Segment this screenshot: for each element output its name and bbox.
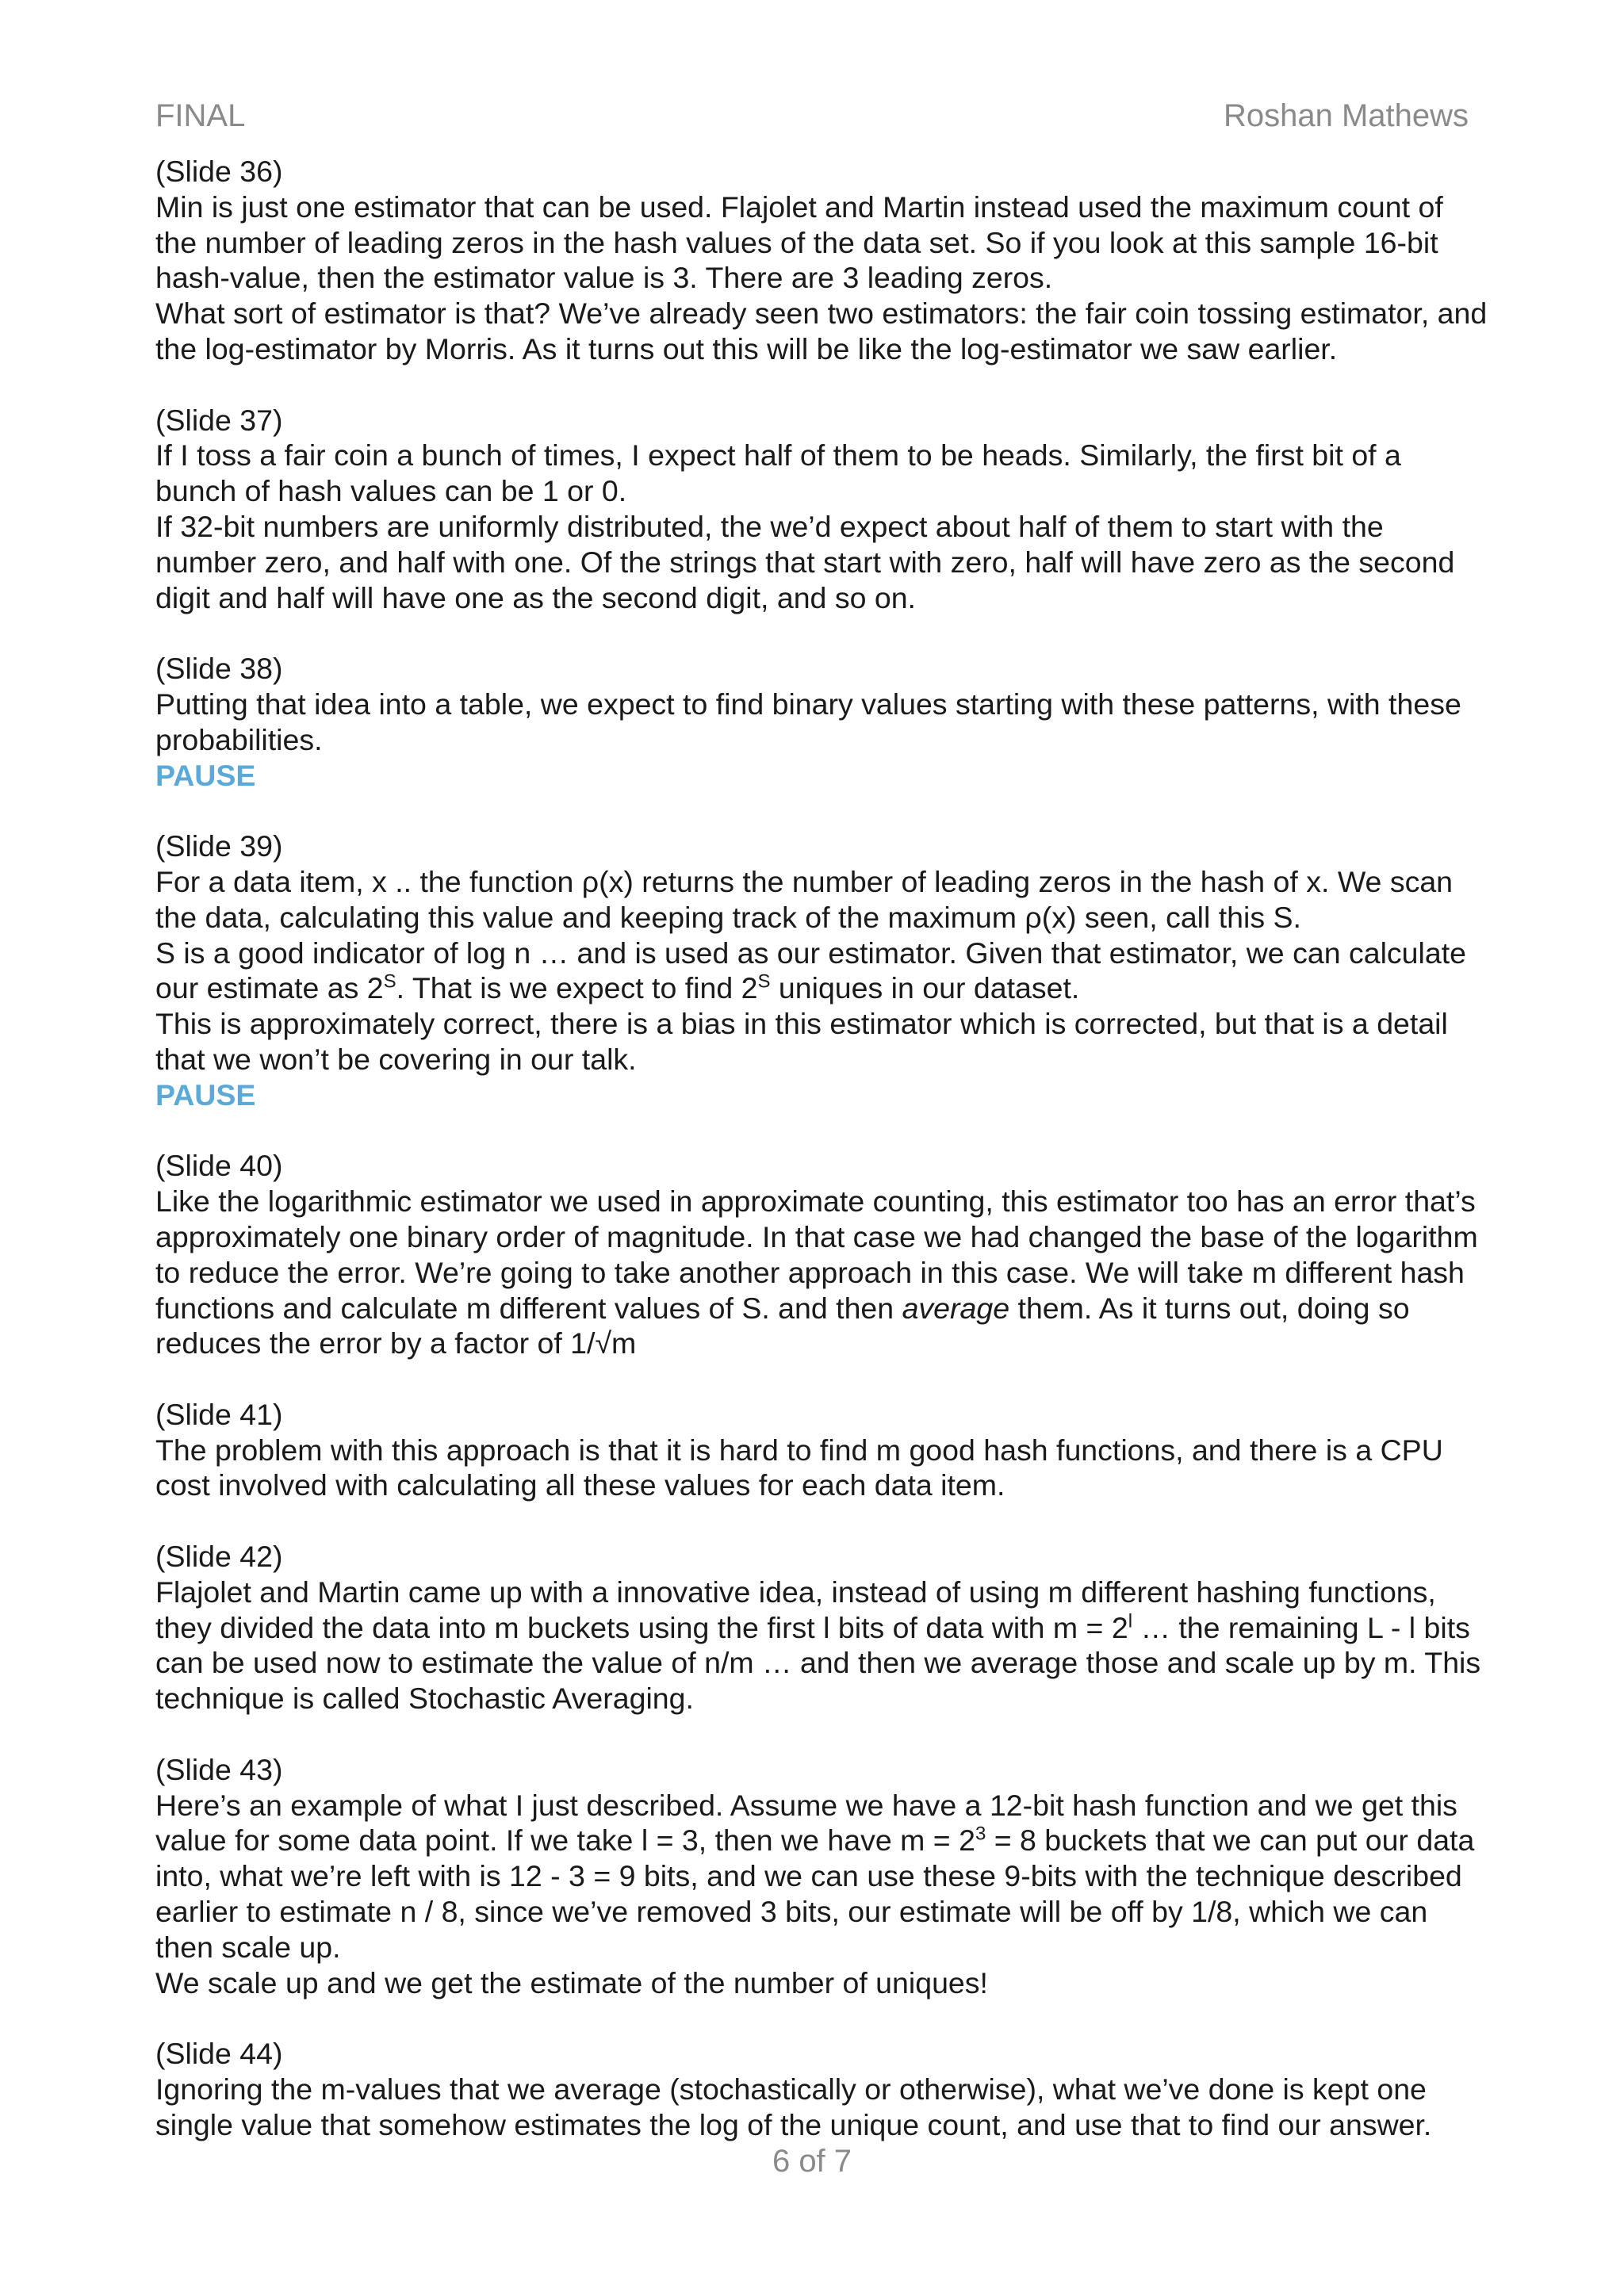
text-run: Like the logarithmic estimator we used in approximate counting, this estimator too has an error that’s approximately one binary order of magnitude. In that case we had changed the base of the logarithm to reduce the error. We’re going to take another approach in this case. We will take m different hash functions and calculate m different values of S. and then: [155, 1184, 1478, 1325]
slide-41-notes: [155, 1397, 1488, 1503]
slide-title: (Slide 37): [155, 403, 283, 437]
document-body: [155, 154, 1488, 2178]
text-run: Here’s an example of what I just described. Assume we have a 12-bit hash function and we get this value for some data point. If we take l = 3, then we have m = 2: [155, 1788, 1457, 1858]
slide-title: (Slide 42): [155, 1540, 283, 1574]
superscript: S: [383, 970, 396, 993]
slide-40-notes: [155, 1148, 1488, 1361]
slide-title: (Slide 39): [155, 829, 283, 863]
slide-37-notes: [155, 403, 1488, 616]
paragraph: [155, 1788, 1488, 1965]
paragraph: What sort of estimator is that? We’ve already seen two estimators: the fair coin tossing estimator, and the log-estimator by Morris. As it turns out this will be like the log-estimator we saw earlier.: [155, 297, 1488, 365]
slide-title: (Slide 43): [155, 1752, 283, 1786]
text-run: them. As it turns out, doing so reduces the error by a factor of 1/√m: [155, 1291, 1410, 1360]
slide-36-notes: [155, 154, 1488, 367]
slide-44-notes: [155, 2036, 1488, 2142]
slide-title: (Slide 38): [155, 652, 283, 686]
superscript: 3: [975, 1823, 986, 1845]
text-run: = 8 buckets that we can put our data into, what we’re left with is 12 - 3 = 9 bits, and we can use these 9-bits with the technique described earlier to estimate n / 8, since we’ve removed 3 bits, our estimate will be off by 1/8, which we can then scale up.: [155, 1823, 1475, 1964]
header-author: Roshan Mathews: [1223, 98, 1469, 133]
text-run: Flajolet and Martin came up with a innovative idea, instead of using m different hashing functions, they divided the data into m buckets using the first l bits of data with m = 2: [155, 1575, 1436, 1644]
slide-title: (Slide 40): [155, 1149, 283, 1183]
superscript: S: [757, 970, 771, 993]
text-run: . That is we expect to find 2: [396, 971, 758, 1005]
slide-title: (Slide 44): [155, 2037, 283, 2071]
paragraph: If I toss a fair coin a bunch of times, I expect half of them to be heads. Similarly, the first bit of a bunch of hash values can be 1 or 0.: [155, 438, 1401, 508]
pause-marker: PAUSE: [155, 758, 256, 792]
paragraph: This is approximately correct, there is a bias in this estimator which is corrected, but that is a detail that we won’t be covering in our talk.: [155, 1007, 1448, 1076]
paragraph: Putting that idea into a table, we expect to find binary values starting with these patterns, with these probabilities.: [155, 687, 1461, 756]
slide-39-notes: [155, 828, 1488, 1112]
paragraph: For a data item, x .. the function ρ(x) returns the number of leading zeros in the hash of x. We scan the data, calculating this value and keeping track of the maximum ρ(x) seen, call this S.: [155, 864, 1454, 934]
text-run: … the remaining L - l bits can be used now to estimate the value of n/m … and then we average those and scale up by m. This technique is called Stochastic Averaging.: [155, 1610, 1481, 1716]
slide-title: (Slide 41): [155, 1397, 283, 1431]
paragraph: [155, 1184, 1488, 1361]
superscript: l: [1128, 1610, 1133, 1632]
paragraph: Min is just one estimator that can be used. Flajolet and Martin instead used the maximum count of the number of leading zeros in the hash values of the data set. So if you look at this sample 16-bit hash-value, then the estimator value is 3. There are 3 leading zeros.: [155, 189, 1443, 295]
slide-title: (Slide 36): [155, 155, 283, 188]
slide-42-notes: [155, 1539, 1488, 1716]
page-number: 6 of 7: [772, 2144, 852, 2179]
paragraph: The problem with this approach is that it is hard to find m good hash functions, and there is a CPU cost involved with calculating all these values for each data item.: [155, 1433, 1443, 1502]
slide-43-notes: [155, 1752, 1488, 2001]
paragraph: [155, 936, 1488, 1007]
text-run: uniques in our dataset.: [770, 971, 1080, 1005]
paragraph: If 32-bit numbers are uniformly distributed, the we’d expect about half of them to start with the number zero, and half with one. Of the strings that start with zero, half will have zero as the second digit and half will have one as the second digit, and so on.: [155, 509, 1455, 614]
emphasis: average: [902, 1291, 1010, 1325]
text-run: S is a good indicator of log n … and is used as our estimator. Given that estimator, we can calculate our estimate as 2: [155, 936, 1466, 1005]
paragraph: Ignoring the m-values that we average (stochastically or otherwise), what we’ve done is kept one single value that somehow estimates the log of the unique count, and use that to find our answer.: [155, 2072, 1432, 2141]
pause-marker: PAUSE: [155, 1077, 256, 1112]
paragraph: We scale up and we get the estimate of the number of uniques!: [155, 1965, 988, 1999]
paragraph: [155, 1575, 1488, 1716]
slide-38-notes: [155, 651, 1488, 793]
header-label-final: FINAL: [155, 98, 246, 133]
